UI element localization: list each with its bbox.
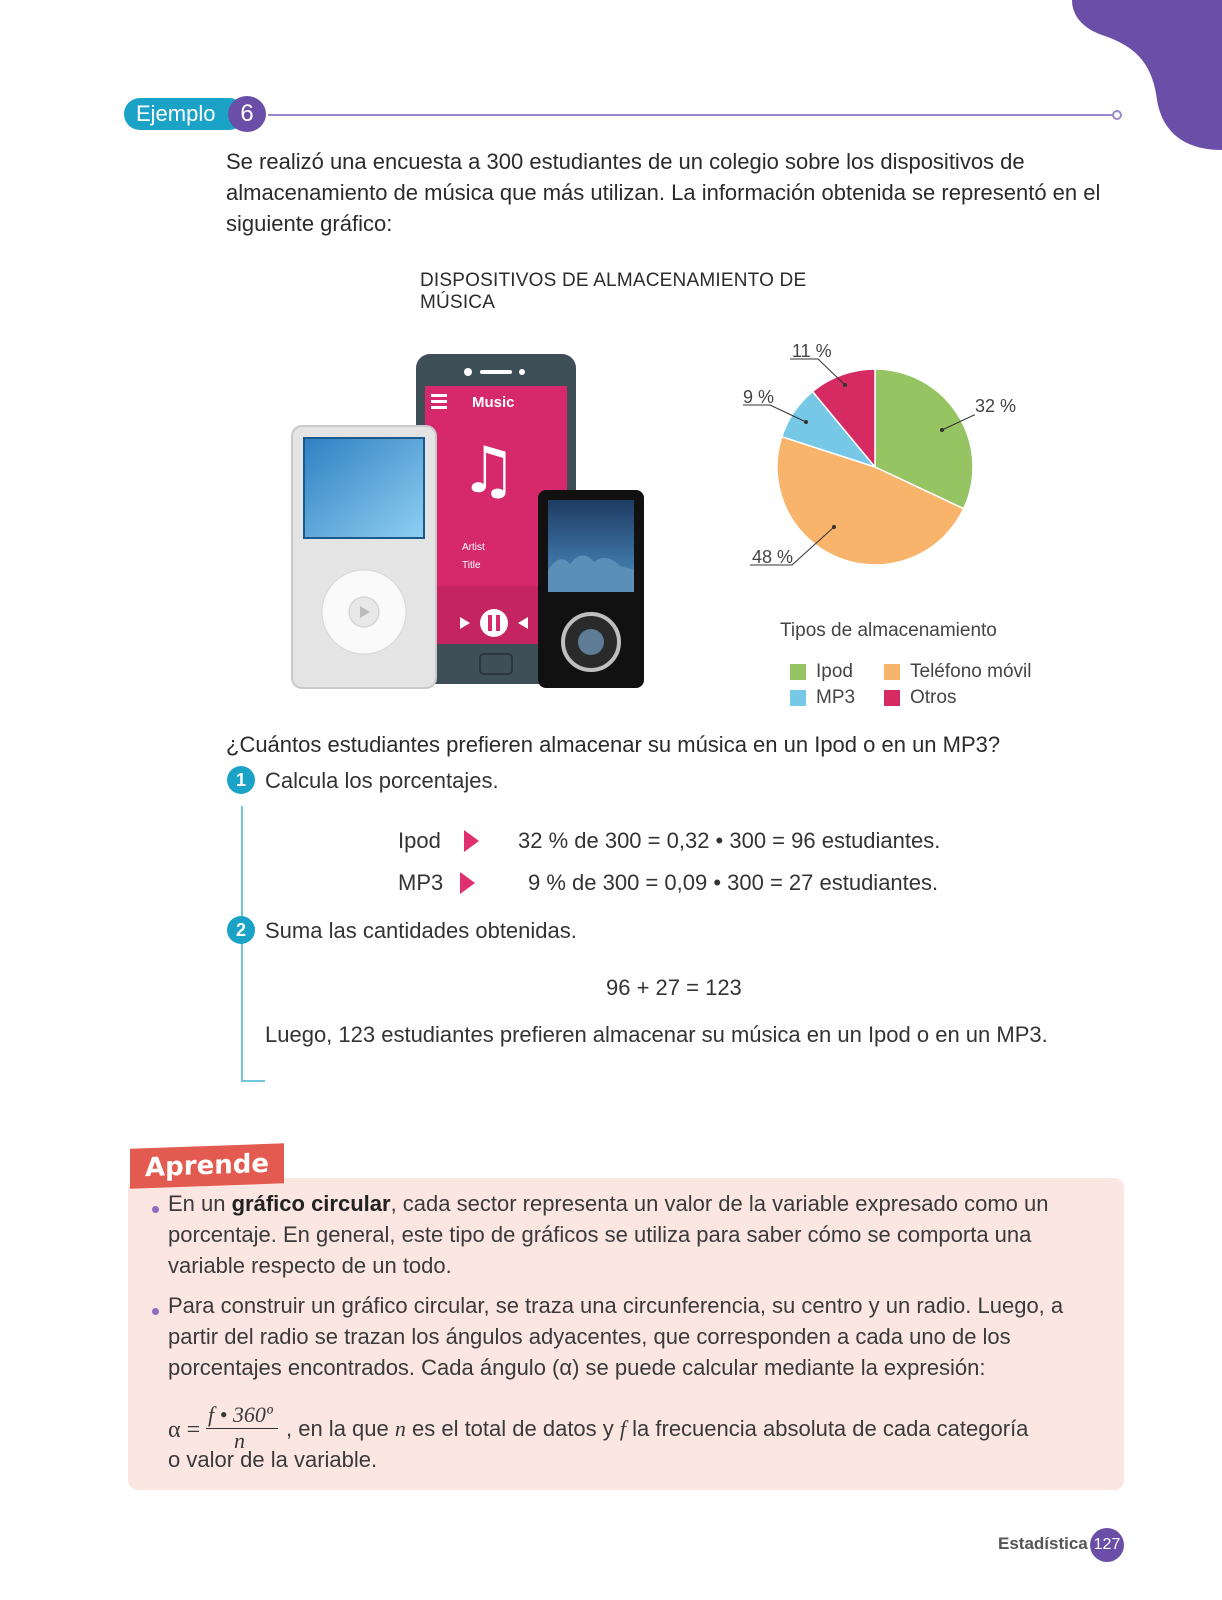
calc-expression-ipod: 32 % de 300 = 0,32 • 300 = 96 estudiantes. <box>518 828 941 853</box>
chart-legend <box>790 660 1090 716</box>
step-1-number: 1 <box>227 766 255 794</box>
legend-label: MP3 <box>816 687 856 708</box>
formula-text-2: es el total de datos y <box>405 1416 620 1441</box>
formula-n: n <box>394 1416 406 1441</box>
legend-label: Ipod <box>816 661 853 682</box>
label-leader-dot <box>804 420 808 424</box>
footer-section: Estadística <box>998 1534 1088 1553</box>
legend-item <box>790 660 853 684</box>
aprende-title: Aprende <box>130 1143 284 1188</box>
arrow-icon <box>464 830 479 852</box>
legend-label: Otros <box>910 687 957 708</box>
page-number: 127 <box>1090 1528 1124 1562</box>
sum-expression: 96 + 27 = 123 <box>606 975 742 1000</box>
label-leader-dot <box>940 428 944 432</box>
pie-value-label: 11 % <box>792 341 832 361</box>
legend-swatch <box>790 690 806 706</box>
legend-swatch <box>790 664 806 680</box>
music-note-icon: ♫ <box>460 434 518 508</box>
legend-swatch <box>884 690 900 706</box>
formula-text-3: la frecuencia absoluta de cada categoría <box>626 1416 1029 1441</box>
formula-numerator: f • 360º <box>208 1402 273 1427</box>
legend-title: Tipos de almacenamiento <box>780 620 997 641</box>
step-2-text: Suma las cantidades obtenidas. <box>265 918 577 943</box>
legend-item <box>884 686 956 710</box>
bullet-icon <box>152 1206 159 1213</box>
label-leader-dot <box>832 525 836 529</box>
legend-label: Teléfono móvil <box>910 661 1032 682</box>
conclusion: Luego, 123 estudiantes prefieren almacenar su música en un Ipod o en un MP3. <box>265 1022 1048 1047</box>
phone-title: Title <box>462 560 481 571</box>
formula-denominator: n <box>234 1428 245 1453</box>
phone-artist: Artist <box>462 542 485 553</box>
formula-explanation <box>286 1416 1028 1442</box>
intro-paragraph: Se realizó una encuesta a 300 estudiantes de un colegio sobre los dispositivos de almacenamiento de música que más utilizan. La información obtenida se representó en el siguiente gráfico: <box>226 149 1101 236</box>
step-2-number: 2 <box>227 916 255 944</box>
calc-expression-mp3: 9 % de 300 = 0,09 • 300 = 27 estudiantes. <box>528 870 939 895</box>
formula-text-1: , en la que <box>286 1416 395 1441</box>
ejemplo-label: Ejemplo <box>124 98 245 130</box>
bullet-1-term: gráfico circular <box>231 1191 391 1216</box>
pie-chart <box>730 330 1060 600</box>
calc-label-mp3: MP3 <box>398 870 444 895</box>
question: ¿Cuántos estudiantes prefieren almacenar su música en un Ipod o en un MP3? <box>226 732 1001 757</box>
aprende-bullet-1 <box>168 1188 1068 1281</box>
steps-connector <box>241 806 243 1082</box>
header-rule <box>268 114 1114 116</box>
bullet-1-rest: , cada sector representa un valor de la variable expresado como un porcentaje. En general, este tipo de gráficos se utiliza para saber cómo se comporta una variable respecto de un todo. <box>168 1191 1049 1278</box>
label-leader-dot <box>843 383 847 387</box>
ejemplo-number: 6 <box>228 96 266 132</box>
formula-f: f <box>619 1416 627 1441</box>
pie-value-label: 9 % <box>743 387 775 407</box>
pie-value-label: 48 % <box>752 547 794 567</box>
ejemplo-header <box>124 96 1124 132</box>
aprende-bullet-2: Para construir un gráfico circular, se traza una circunferencia, su centro y un radio. Luego, a partir del radio se trazan los ángulos adyacentes, que corresponden a cada uno de los porcentajes encontrados. Cada ángulo (α) se puede calcular mediante la expresión: <box>168 1293 1064 1380</box>
step-1-text: Calcula los porcentajes. <box>265 768 499 793</box>
legend-swatch <box>884 664 900 680</box>
calc-label-ipod: Ipod <box>398 828 441 853</box>
formula-lhs: α = <box>168 1417 201 1443</box>
bullet-icon <box>152 1308 159 1315</box>
formula-line-2: o valor de la variable. <box>168 1447 378 1472</box>
devices-illustration <box>290 352 660 702</box>
bullet-1-lead: En un <box>168 1191 232 1216</box>
legend-item <box>884 660 1031 684</box>
legend-item <box>790 686 855 710</box>
phone-app-title: Music <box>472 394 515 411</box>
steps-connector-foot <box>241 1080 265 1082</box>
arrow-icon <box>460 872 475 894</box>
pie-value-label: 32 % <box>975 396 1017 416</box>
header-rule-end <box>1112 110 1122 120</box>
chart-title: DISPOSITIVOS DE ALMACENAMIENTO DE MÚSICA <box>420 270 807 313</box>
